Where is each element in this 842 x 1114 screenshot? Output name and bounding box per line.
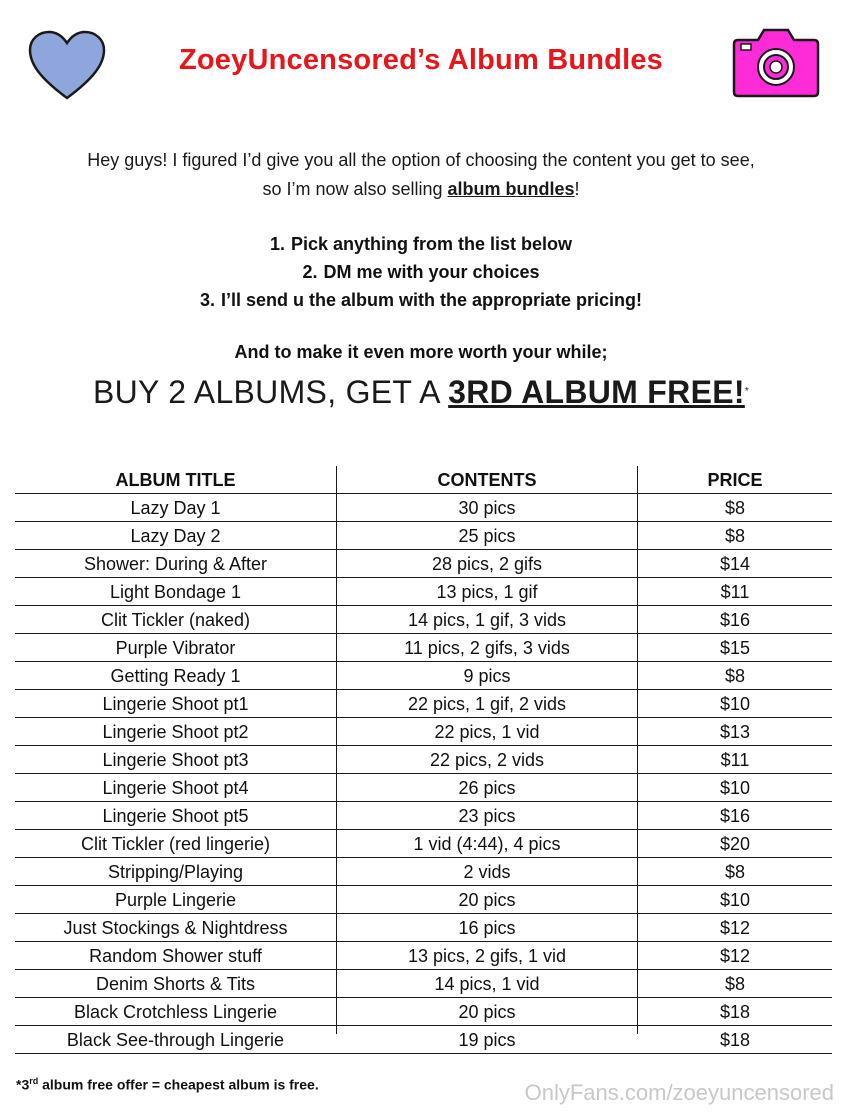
table-row <box>15 662 832 690</box>
album-price-cell: $18 <box>719 1002 751 1022</box>
intro-line-2 <box>0 175 842 204</box>
album-title-cell: Clit Tickler (naked) <box>100 610 251 630</box>
album-title-cell: Lazy Day 1 <box>130 498 221 518</box>
album-contents-cell: 11 pics, 2 gifs, 3 vids <box>404 638 570 658</box>
offer-highlight: 3RD ALBUM FREE! <box>448 374 745 410</box>
album-price-cell: $13 <box>719 722 751 742</box>
album-title-cell: Lingerie Shoot pt3 <box>102 750 249 770</box>
album-title-cell: Purple Lingerie <box>114 890 237 910</box>
album-contents-cell: 1 vid (4:44), 4 pics <box>413 834 561 854</box>
camera-icon <box>732 24 820 98</box>
album-title-cell: Getting Ready 1 <box>110 666 241 686</box>
album-price-cell: $14 <box>719 554 751 574</box>
watermark: OnlyFans.com/zoeyuncensored <box>524 1080 834 1105</box>
column-header-price: PRICE <box>707 470 763 490</box>
album-contents-cell: 20 pics <box>458 890 516 910</box>
table-row <box>15 746 832 774</box>
album-contents-cell: 22 pics, 2 vids <box>429 750 545 770</box>
album-contents-cell: 20 pics <box>458 1002 516 1022</box>
table-row <box>15 578 832 606</box>
album-title-cell: Purple Vibrator <box>115 638 236 658</box>
album-contents-cell: 19 pics <box>458 1030 516 1050</box>
album-title-cell: Shower: During & After <box>83 554 268 574</box>
table-row <box>15 914 832 942</box>
table-header-row <box>15 466 832 494</box>
page-title: ZoeyUncensored’s Album Bundles <box>178 44 664 76</box>
album-title-cell: Just Stockings & Nightdress <box>63 918 288 938</box>
step-number: 3. <box>199 290 215 310</box>
table-row <box>15 1026 832 1054</box>
album-contents-cell: 22 pics, 1 gif, 2 vids <box>407 694 567 714</box>
table-row <box>15 494 832 522</box>
table-row <box>15 858 832 886</box>
intro-line-1: Hey guys! I figured I’d give you all the option of choosing the content you get to see, <box>87 150 755 170</box>
album-contents-cell: 14 pics, 1 gif, 3 vids <box>407 610 567 630</box>
album-price-cell: $8 <box>724 666 746 686</box>
step-text: Pick anything from the list below <box>290 234 573 254</box>
table-row <box>15 718 832 746</box>
table-row <box>15 690 832 718</box>
album-contents-cell: 26 pics <box>458 778 516 798</box>
album-price-cell: $8 <box>724 862 746 882</box>
table-row <box>15 998 832 1026</box>
album-title-cell: Lingerie Shoot pt5 <box>102 806 249 826</box>
album-price-cell: $20 <box>719 834 751 854</box>
album-contents-cell: 23 pics <box>458 806 516 826</box>
step-item <box>0 286 842 314</box>
album-price-cell: $16 <box>719 610 751 630</box>
album-price-cell: $8 <box>724 498 746 518</box>
album-table <box>15 466 832 1054</box>
album-title-cell: Denim Shorts & Tits <box>95 974 256 994</box>
step-number: 2. <box>302 262 318 282</box>
table-row <box>15 970 832 998</box>
table-row <box>15 634 832 662</box>
album-title-cell: Lazy Day 2 <box>130 526 221 546</box>
album-title-cell: Black Crotchless Lingerie <box>73 1002 278 1022</box>
column-header-title: ALBUM TITLE <box>115 470 236 490</box>
table-row <box>15 606 832 634</box>
album-price-cell: $15 <box>719 638 751 658</box>
step-number: 1. <box>269 234 285 254</box>
table-row <box>15 774 832 802</box>
album-title-cell: Lingerie Shoot pt2 <box>102 722 249 742</box>
table-row <box>15 522 832 550</box>
column-header-contents: CONTENTS <box>437 470 537 490</box>
footnote <box>16 1076 319 1093</box>
album-price-cell: $11 <box>720 582 750 602</box>
footnote-text: album free offer = cheapest album is free. <box>38 1076 319 1093</box>
album-title-cell: Light Bondage 1 <box>109 582 242 602</box>
album-price-cell: $18 <box>719 1030 751 1050</box>
step-item <box>0 230 842 258</box>
footnote-prefix: *3 <box>16 1076 30 1093</box>
table-row <box>15 802 832 830</box>
album-contents-cell: 9 pics <box>463 666 511 686</box>
album-title-cell: Stripping/Playing <box>107 862 244 882</box>
steps-list <box>0 230 842 314</box>
album-title-cell: Random Shower stuff <box>89 946 262 966</box>
album-contents-cell: 28 pics, 2 gifs <box>431 554 543 574</box>
album-contents-cell: 16 pics <box>458 918 516 938</box>
promo-offer <box>0 374 842 411</box>
album-price-cell: $12 <box>719 946 751 966</box>
album-title-cell: Lingerie Shoot pt1 <box>102 694 249 714</box>
table-row <box>15 550 832 578</box>
table-row <box>15 830 832 858</box>
footnote-superscript: rd <box>29 1076 39 1086</box>
table-row <box>15 942 832 970</box>
album-contents-cell: 25 pics <box>458 526 516 546</box>
album-contents-cell: 30 pics <box>458 498 516 518</box>
album-contents-cell: 14 pics, 1 vid <box>434 974 540 994</box>
album-price-cell: $10 <box>719 778 751 798</box>
album-contents-cell: 22 pics, 1 vid <box>434 722 540 742</box>
intro-line-2-prefix: so I’m now also selling <box>262 179 448 199</box>
album-price-cell: $8 <box>724 974 746 994</box>
step-item <box>0 258 842 286</box>
album-price-cell: $10 <box>719 694 751 714</box>
album-price-cell: $10 <box>719 890 751 910</box>
offer-asterisk: * <box>744 386 750 397</box>
album-price-cell: $8 <box>724 526 746 546</box>
album-title-cell: Clit Tickler (red lingerie) <box>80 834 271 854</box>
step-text: DM me with your choices <box>323 262 540 282</box>
promo-lead: And to make it even more worth your while; <box>234 342 608 362</box>
intro-text <box>0 146 842 204</box>
step-text: I’ll send u the album with the appropriate pricing! <box>220 290 643 310</box>
offer-text: BUY 2 ALBUMS, GET A <box>92 374 449 410</box>
album-title-cell: Black See-through Lingerie <box>66 1030 285 1050</box>
table-row <box>15 886 832 914</box>
album-contents-cell: 2 vids <box>463 862 511 882</box>
album-price-cell: $11 <box>720 750 750 770</box>
album-contents-cell: 13 pics, 1 gif <box>436 582 538 602</box>
intro-line-2-suffix: ! <box>574 179 580 199</box>
album-contents-cell: 13 pics, 2 gifs, 1 vid <box>407 946 567 966</box>
album-price-cell: $16 <box>719 806 751 826</box>
album-price-cell: $12 <box>719 918 751 938</box>
intro-emphasis: album bundles <box>447 179 575 199</box>
album-title-cell: Lingerie Shoot pt4 <box>102 778 249 798</box>
